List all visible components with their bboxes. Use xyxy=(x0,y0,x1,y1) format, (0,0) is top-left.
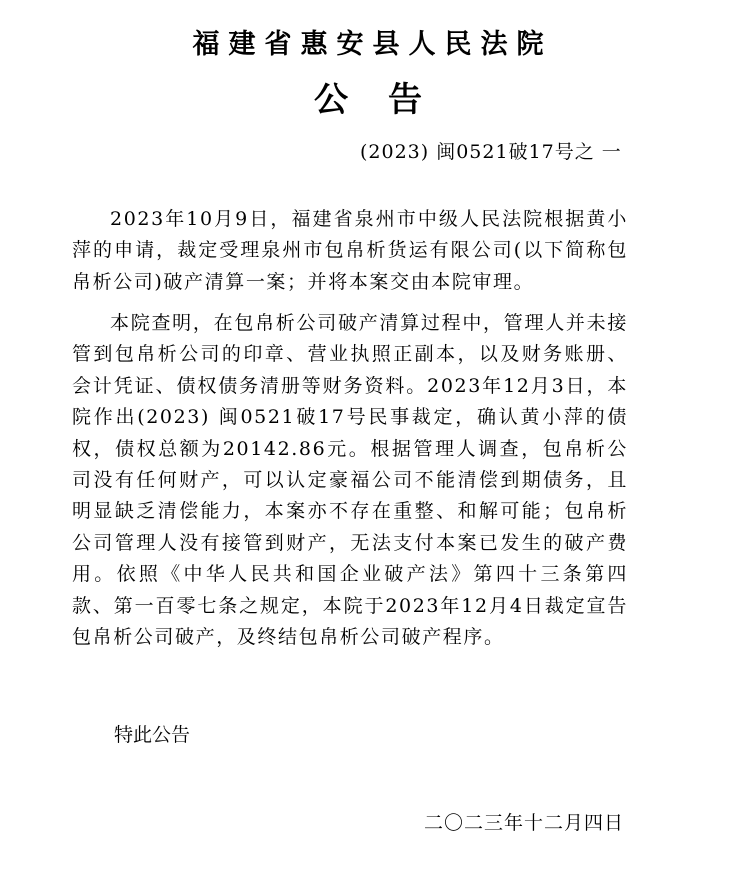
issue-date: 二〇二三年十二月四日 xyxy=(424,812,625,834)
paragraph-acceptance: 2023年10月9日，福建省泉州市中级人民法院根据黄小萍的申请，裁定受理泉州市包帛析货运有限公司(以下简称包帛析公司)破产清算一案；并将本案交由本院审理。 xyxy=(72,208,628,293)
case-number: (2023) 闽0521破17号之 一 xyxy=(360,141,622,163)
court-name: 福建省惠安县人民法院 xyxy=(192,29,553,60)
paragraph-findings: 本院查明，在包帛析公司破产清算过程中，管理人并未接管到包帛析公司的印章、营业执照正副本，以及财务账册、会计凭证、债权债务清册等财务资料。2023年12月3日，本院作出(2023) 闽0521破17号民事裁定，确认黄小萍的债权，债权总额为20142.86元。根据管理人调查，包帛析公司没有任何财产，可以认定豪福公司不能清偿到期债务，且明显缺乏清偿能力，本案亦不存在重整、和解可能；包帛析公司管理人没有接管到财产，无法支付本案已发生的破产费用。依照《中华人民共和国企业破产法》第四十三条第四款、第一百零七条之规定，本院于2023年12月4日裁定宣告包帛析公司破产，及终结包帛析公司破产程序。 xyxy=(72,312,628,649)
closing-phrase: 特此公告 xyxy=(114,724,191,746)
document-title: 公告 xyxy=(314,80,462,120)
